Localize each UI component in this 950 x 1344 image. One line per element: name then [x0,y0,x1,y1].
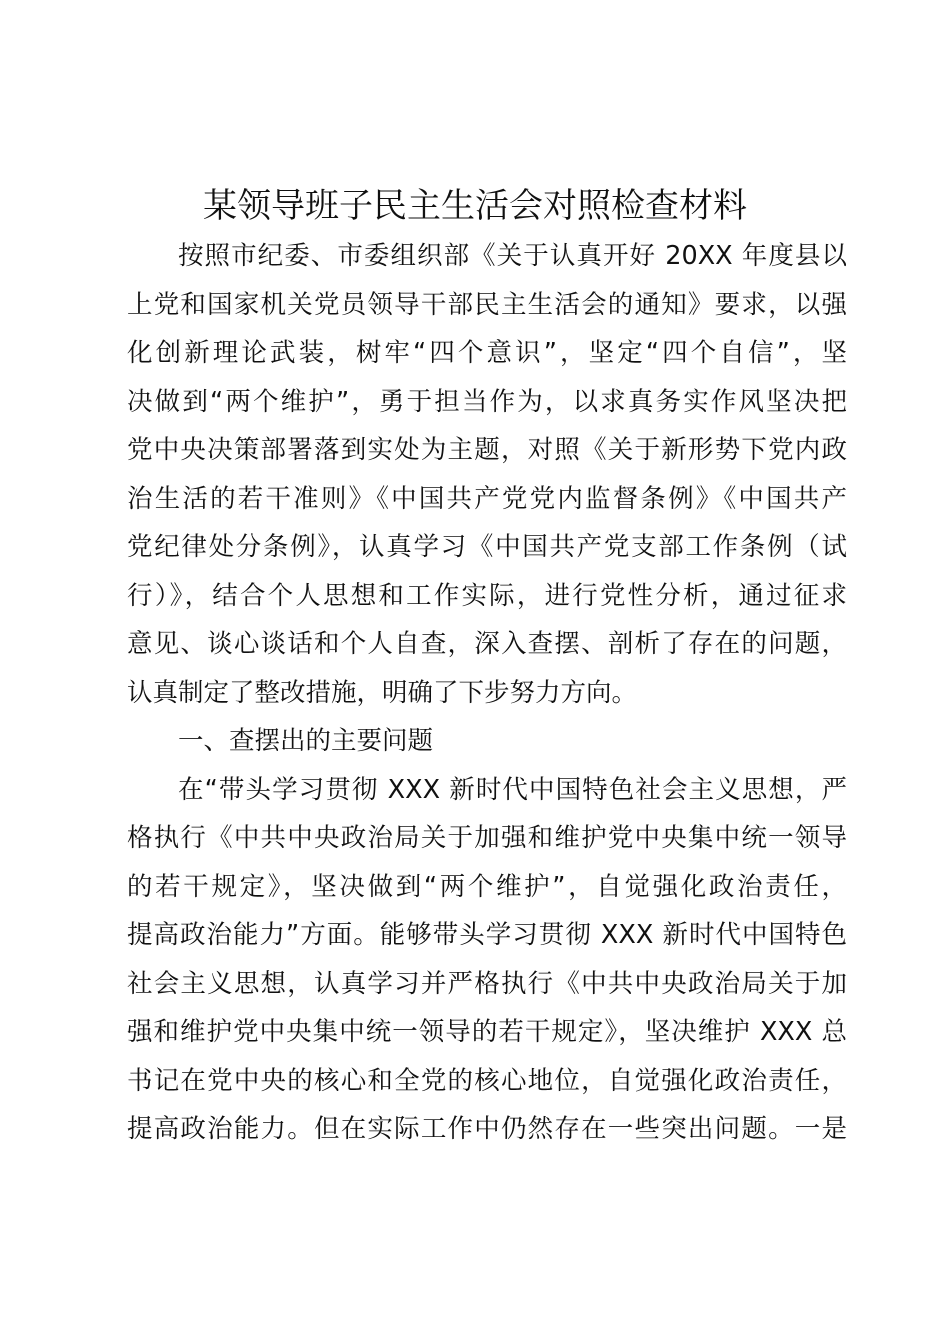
text-line: 提高政治能力。但在实际工作中仍然存在一些突出问题。一是 [127,1114,847,1144]
paragraph-problems [127,766,847,1154]
text-line: 党纪律处分条例》，认真学习《中国共产党支部工作条例（试 [127,532,847,562]
section-heading [127,717,847,766]
text-line: 治生活的若干准则》《中国共产党党内监督条例》《中国共产 [127,483,847,514]
text-line: 强和维护党中央集中统一领导的若干规定》，坚决维护 XXX 总 [127,1017,847,1047]
paragraph-intro [127,232,847,717]
text-line: 的若干规定》，坚决做到“两个维护”，自觉强化政治责任， [127,871,847,902]
text-line: 按照市纪委、市委组织部《关于认真开好 20XX 年度县以 [178,241,847,271]
text-line: 认真制定了整改措施，明确了下步努力方向。 [127,677,638,708]
text-line: 上党和国家机关党员领导干部民主生活会的通知》要求，以强 [127,289,847,320]
text-line: 意见、谈心谈话和个人自查，深入查摆、剖析了存在的问题， [127,629,847,659]
text-line: 党中央决策部署落到实处为主题，对照《关于新形势下党内政 [127,435,847,465]
text-line: 书记在党中央的核心和全党的核心地位，自觉强化政治责任， [127,1065,847,1096]
text-line: 社会主义思想，认真学习并严格执行《中共中央政治局关于加 [127,968,847,999]
text-line: 格执行《中共中央政治局关于加强和维护党中央集中统一领导 [127,823,847,853]
document-title: 某领导班子民主生活会对照检查材料 [203,186,747,226]
text-line: 在“带头学习贯彻 XXX 新时代中国特色社会主义思想，严 [178,774,847,805]
document-body [127,232,847,1154]
text-line: 决做到“两个维护”，勇于担当作为，以求真务实作风坚决把 [127,386,847,417]
text-line: 行）》，结合个人思想和工作实际，进行党性分析，通过征求 [127,580,847,611]
heading-line: 一、查摆出的主要问题 [178,726,434,756]
text-line: 提高政治能力”方面。能够带头学习贯彻 XXX 新时代中国特色 [127,920,847,950]
text-line: 化创新理论武装，树牢“四个意识”，坚定“四个自信”，坚 [127,338,847,368]
